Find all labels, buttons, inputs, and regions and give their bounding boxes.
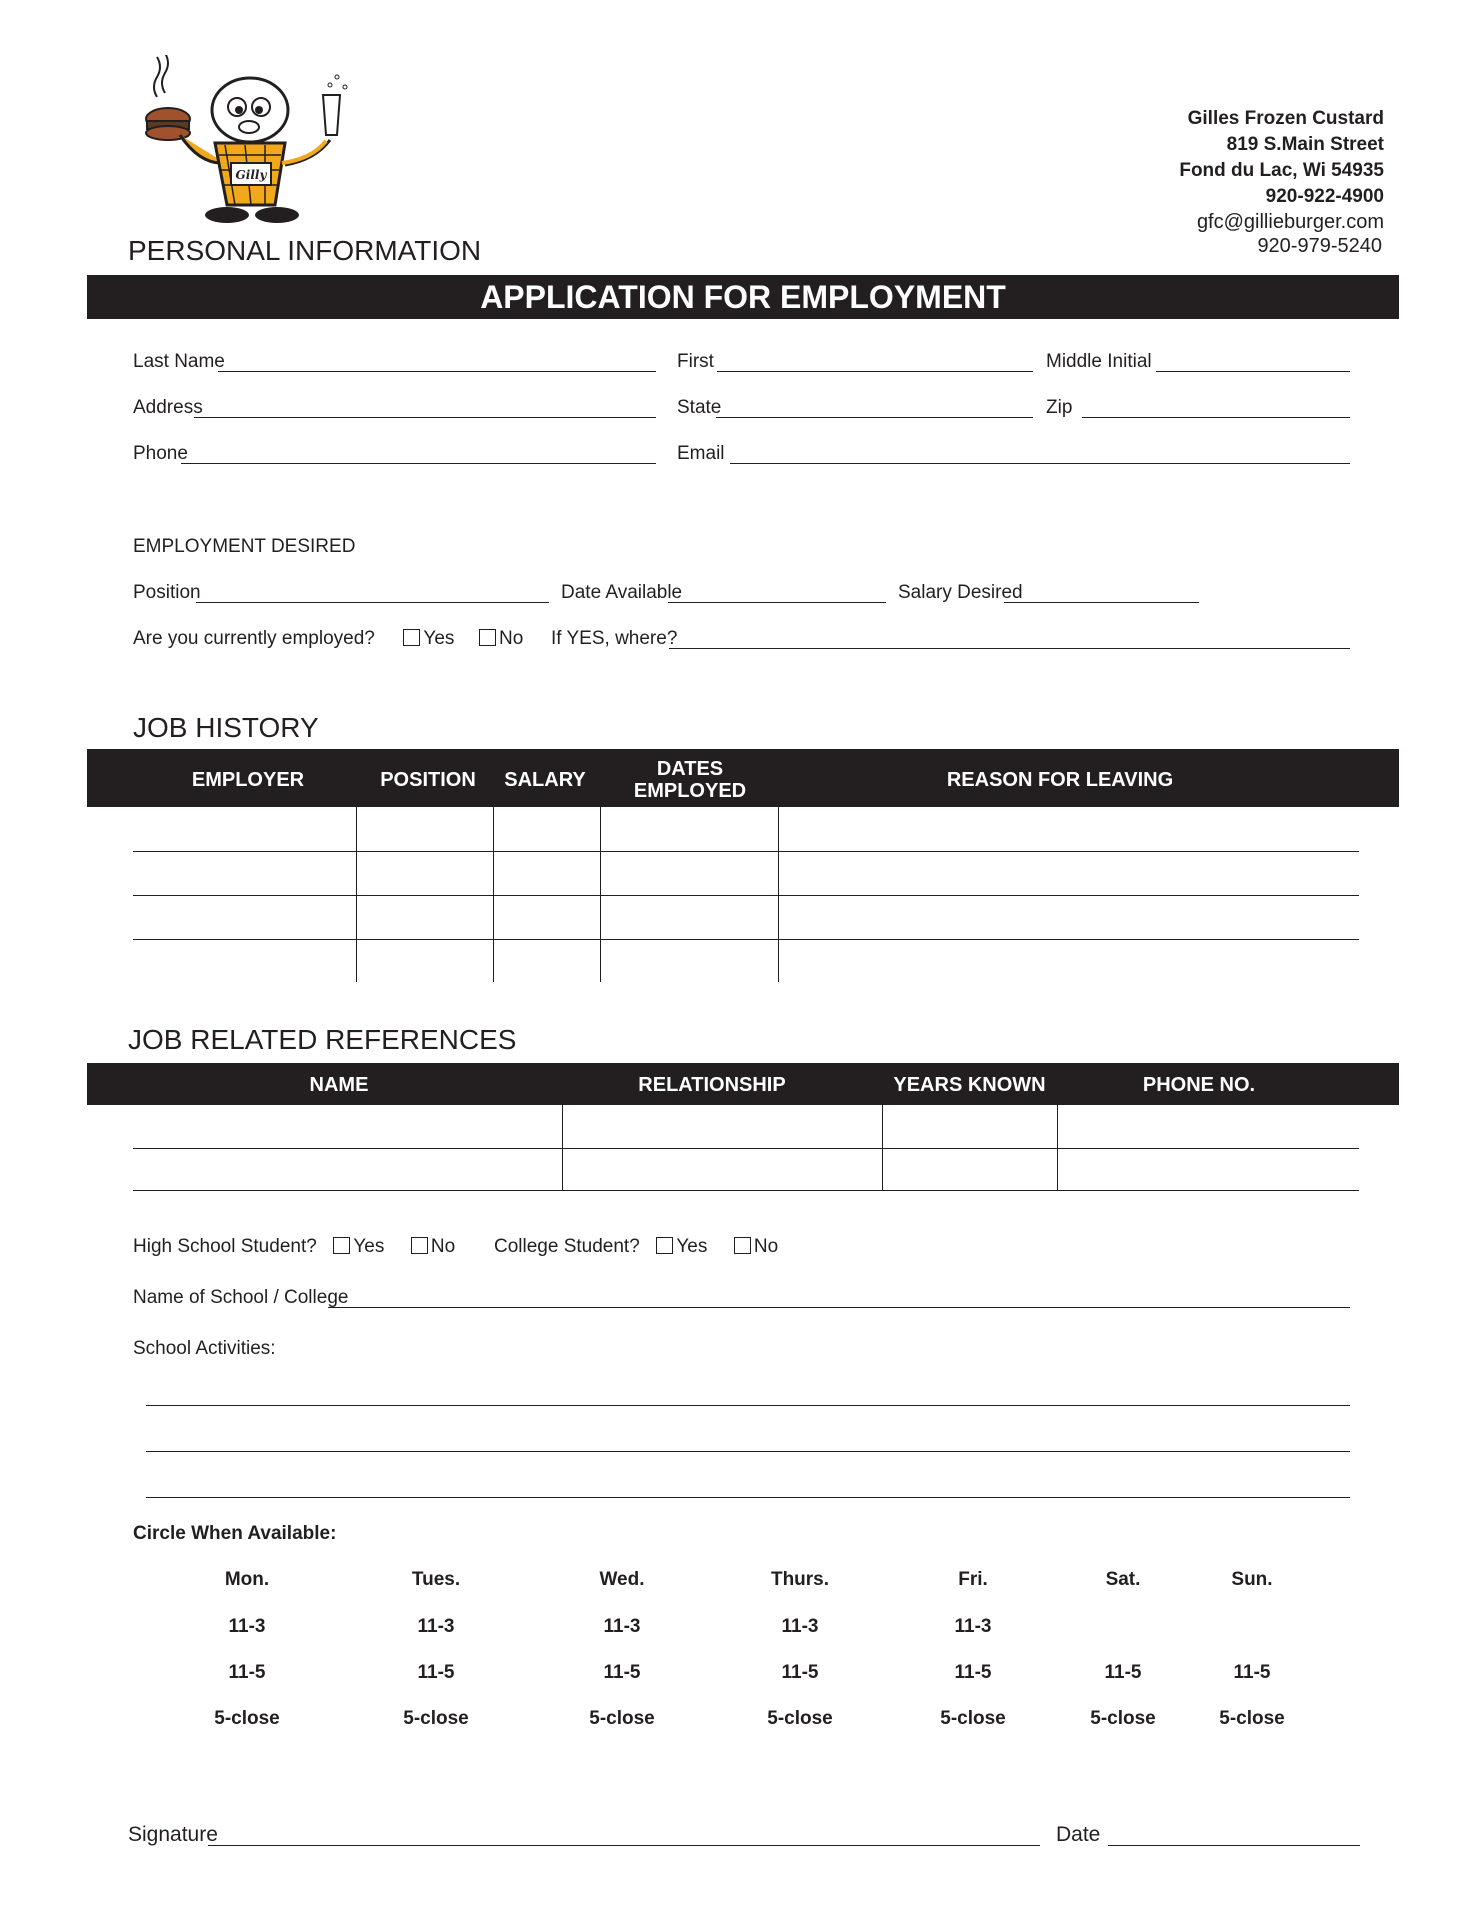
date-available-label: Date Available [561, 582, 683, 603]
middle-initial-label: Middle Initial [1046, 351, 1152, 372]
currently-employed-label: Are you currently employed? [133, 628, 375, 649]
signature-field[interactable] [208, 1845, 1040, 1846]
high-school-row [133, 1236, 455, 1258]
position-label: Position [133, 582, 201, 603]
school-name-label: Name of School / College [133, 1287, 349, 1308]
slot-fri-11-5[interactable]: 11-5 [954, 1662, 992, 1683]
job-history-row[interactable] [133, 895, 1359, 896]
company-email: gfc@gillieburger.com [1196, 211, 1384, 233]
slot-mon-11-3[interactable]: 11-3 [228, 1616, 266, 1637]
header-relationship: RELATIONSHIP [638, 1074, 786, 1096]
header-reason-for-leaving: REASON FOR LEAVING [946, 769, 1174, 791]
salary-desired-field[interactable] [1004, 602, 1199, 603]
job-history-title: JOB HISTORY [133, 712, 319, 743]
state-label: State [677, 397, 722, 418]
phone-field[interactable] [181, 463, 656, 464]
form-title: APPLICATION FOR EMPLOYMENT [480, 279, 1006, 315]
employed-no-checkbox[interactable] [479, 629, 496, 646]
logo-text: Gilly [235, 168, 267, 182]
job-history-row[interactable] [133, 939, 1359, 940]
slot-sun-5-close[interactable]: 5-close [1219, 1708, 1285, 1729]
slot-fri-11-3[interactable]: 11-3 [954, 1616, 992, 1637]
slot-fri-5-close[interactable]: 5-close [940, 1708, 1006, 1729]
email-field[interactable] [730, 463, 1350, 464]
school-activities-line[interactable] [146, 1451, 1350, 1452]
employed-yes-checkbox[interactable] [403, 629, 420, 646]
slot-mon-5-close[interactable]: 5-close [214, 1708, 280, 1729]
header-years-known: YEARS KNOWN [893, 1074, 1046, 1096]
if-yes-field[interactable] [669, 648, 1350, 649]
date-label: Date [1056, 1823, 1101, 1846]
header-position: POSITION [380, 769, 476, 791]
personal-info-title: PERSONAL INFORMATION [128, 235, 482, 266]
slot-wed-5-close[interactable]: 5-close [589, 1708, 655, 1729]
day-sat[interactable]: Sat. [1105, 1569, 1141, 1590]
email-label: Email [677, 443, 725, 464]
first-name-field[interactable] [717, 371, 1033, 372]
slot-tues-11-5[interactable]: 11-5 [417, 1662, 455, 1683]
first-name-label: First [677, 351, 714, 372]
form-title-bar [87, 275, 1399, 319]
mascot-icon [135, 55, 365, 230]
header-dates-employed: DATES EMPLOYED [633, 758, 747, 802]
college-no-label: No [753, 1236, 779, 1257]
position-field[interactable] [196, 602, 549, 603]
zip-field[interactable] [1082, 417, 1350, 418]
high-school-yes-checkbox[interactable] [333, 1237, 350, 1254]
slot-sat-5-close[interactable]: 5-close [1090, 1708, 1156, 1729]
high-school-no-checkbox[interactable] [411, 1237, 428, 1254]
company-logo [135, 55, 365, 230]
slot-thurs-11-5[interactable]: 11-5 [781, 1662, 819, 1683]
state-field[interactable] [716, 417, 1033, 418]
middle-initial-field[interactable] [1156, 371, 1350, 372]
slot-wed-11-5[interactable]: 11-5 [603, 1662, 641, 1683]
last-name-label: Last Name [133, 351, 225, 372]
address-label: Address [133, 397, 203, 418]
college-row [494, 1236, 778, 1258]
day-sun[interactable]: Sun. [1231, 1569, 1273, 1590]
header-phone-no: PHONE NO. [1142, 1074, 1256, 1096]
employed-yes-label: Yes [423, 628, 455, 649]
salary-desired-label: Salary Desired [898, 582, 1023, 603]
slot-sun-11-5[interactable]: 11-5 [1233, 1662, 1271, 1683]
college-label: College Student? [494, 1236, 640, 1257]
references-title: JOB RELATED REFERENCES [128, 1024, 517, 1055]
slot-tues-11-3[interactable]: 11-3 [417, 1616, 455, 1637]
slot-tues-5-close[interactable]: 5-close [403, 1708, 469, 1729]
reference-row[interactable] [133, 1148, 1359, 1149]
day-fri[interactable]: Fri. [958, 1569, 988, 1590]
day-mon[interactable]: Mon. [224, 1569, 270, 1590]
college-yes-label: Yes [676, 1236, 708, 1257]
company-address-block [1179, 106, 1384, 258]
date-field[interactable] [1108, 1845, 1360, 1846]
day-thurs[interactable]: Thurs. [770, 1569, 830, 1590]
high-school-yes-label: Yes [353, 1236, 385, 1257]
slot-mon-11-5[interactable]: 11-5 [228, 1662, 266, 1683]
day-wed[interactable]: Wed. [599, 1569, 645, 1590]
currently-employed-row [133, 628, 523, 650]
header-name: NAME [309, 1074, 369, 1096]
header-salary: SALARY [504, 769, 586, 791]
school-activities-line[interactable] [146, 1405, 1350, 1406]
employment-desired-title: EMPLOYMENT DESIRED [133, 536, 356, 557]
address-field[interactable] [194, 417, 656, 418]
company-phone: 920-922-4900 [1265, 186, 1384, 207]
employed-no-label: No [498, 628, 524, 649]
slot-thurs-11-3[interactable]: 11-3 [781, 1616, 819, 1637]
school-name-field[interactable] [328, 1307, 1350, 1308]
if-yes-label: If YES, where? [551, 628, 678, 649]
company-name: Gilles Frozen Custard [1187, 108, 1384, 129]
availability-title: Circle When Available: [133, 1523, 337, 1544]
zip-label: Zip [1046, 397, 1073, 418]
school-activities-line[interactable] [146, 1497, 1350, 1498]
school-activities-label: School Activities: [133, 1338, 276, 1359]
high-school-label: High School Student? [133, 1236, 317, 1257]
college-yes-checkbox[interactable] [656, 1237, 673, 1254]
company-street: 819 S.Main Street [1226, 134, 1384, 155]
day-tues[interactable]: Tues. [411, 1569, 461, 1590]
signature-label: Signature [128, 1823, 218, 1846]
job-history-row[interactable] [133, 851, 1359, 852]
last-name-field[interactable] [218, 371, 656, 372]
phone-label: Phone [133, 443, 188, 464]
high-school-no-label: No [430, 1236, 456, 1257]
slot-wed-11-3[interactable]: 11-3 [603, 1616, 641, 1637]
reference-row[interactable] [133, 1190, 1359, 1191]
date-available-field[interactable] [668, 602, 886, 603]
company-city: Fond du Lac, Wi 54935 [1179, 160, 1384, 181]
college-no-checkbox[interactable] [734, 1237, 751, 1254]
header-employer: EMPLOYER [191, 769, 305, 791]
company-phone-2: 920-979-5240 [1257, 235, 1382, 257]
slot-thurs-5-close[interactable]: 5-close [767, 1708, 833, 1729]
slot-sat-11-5[interactable]: 11-5 [1104, 1662, 1142, 1683]
